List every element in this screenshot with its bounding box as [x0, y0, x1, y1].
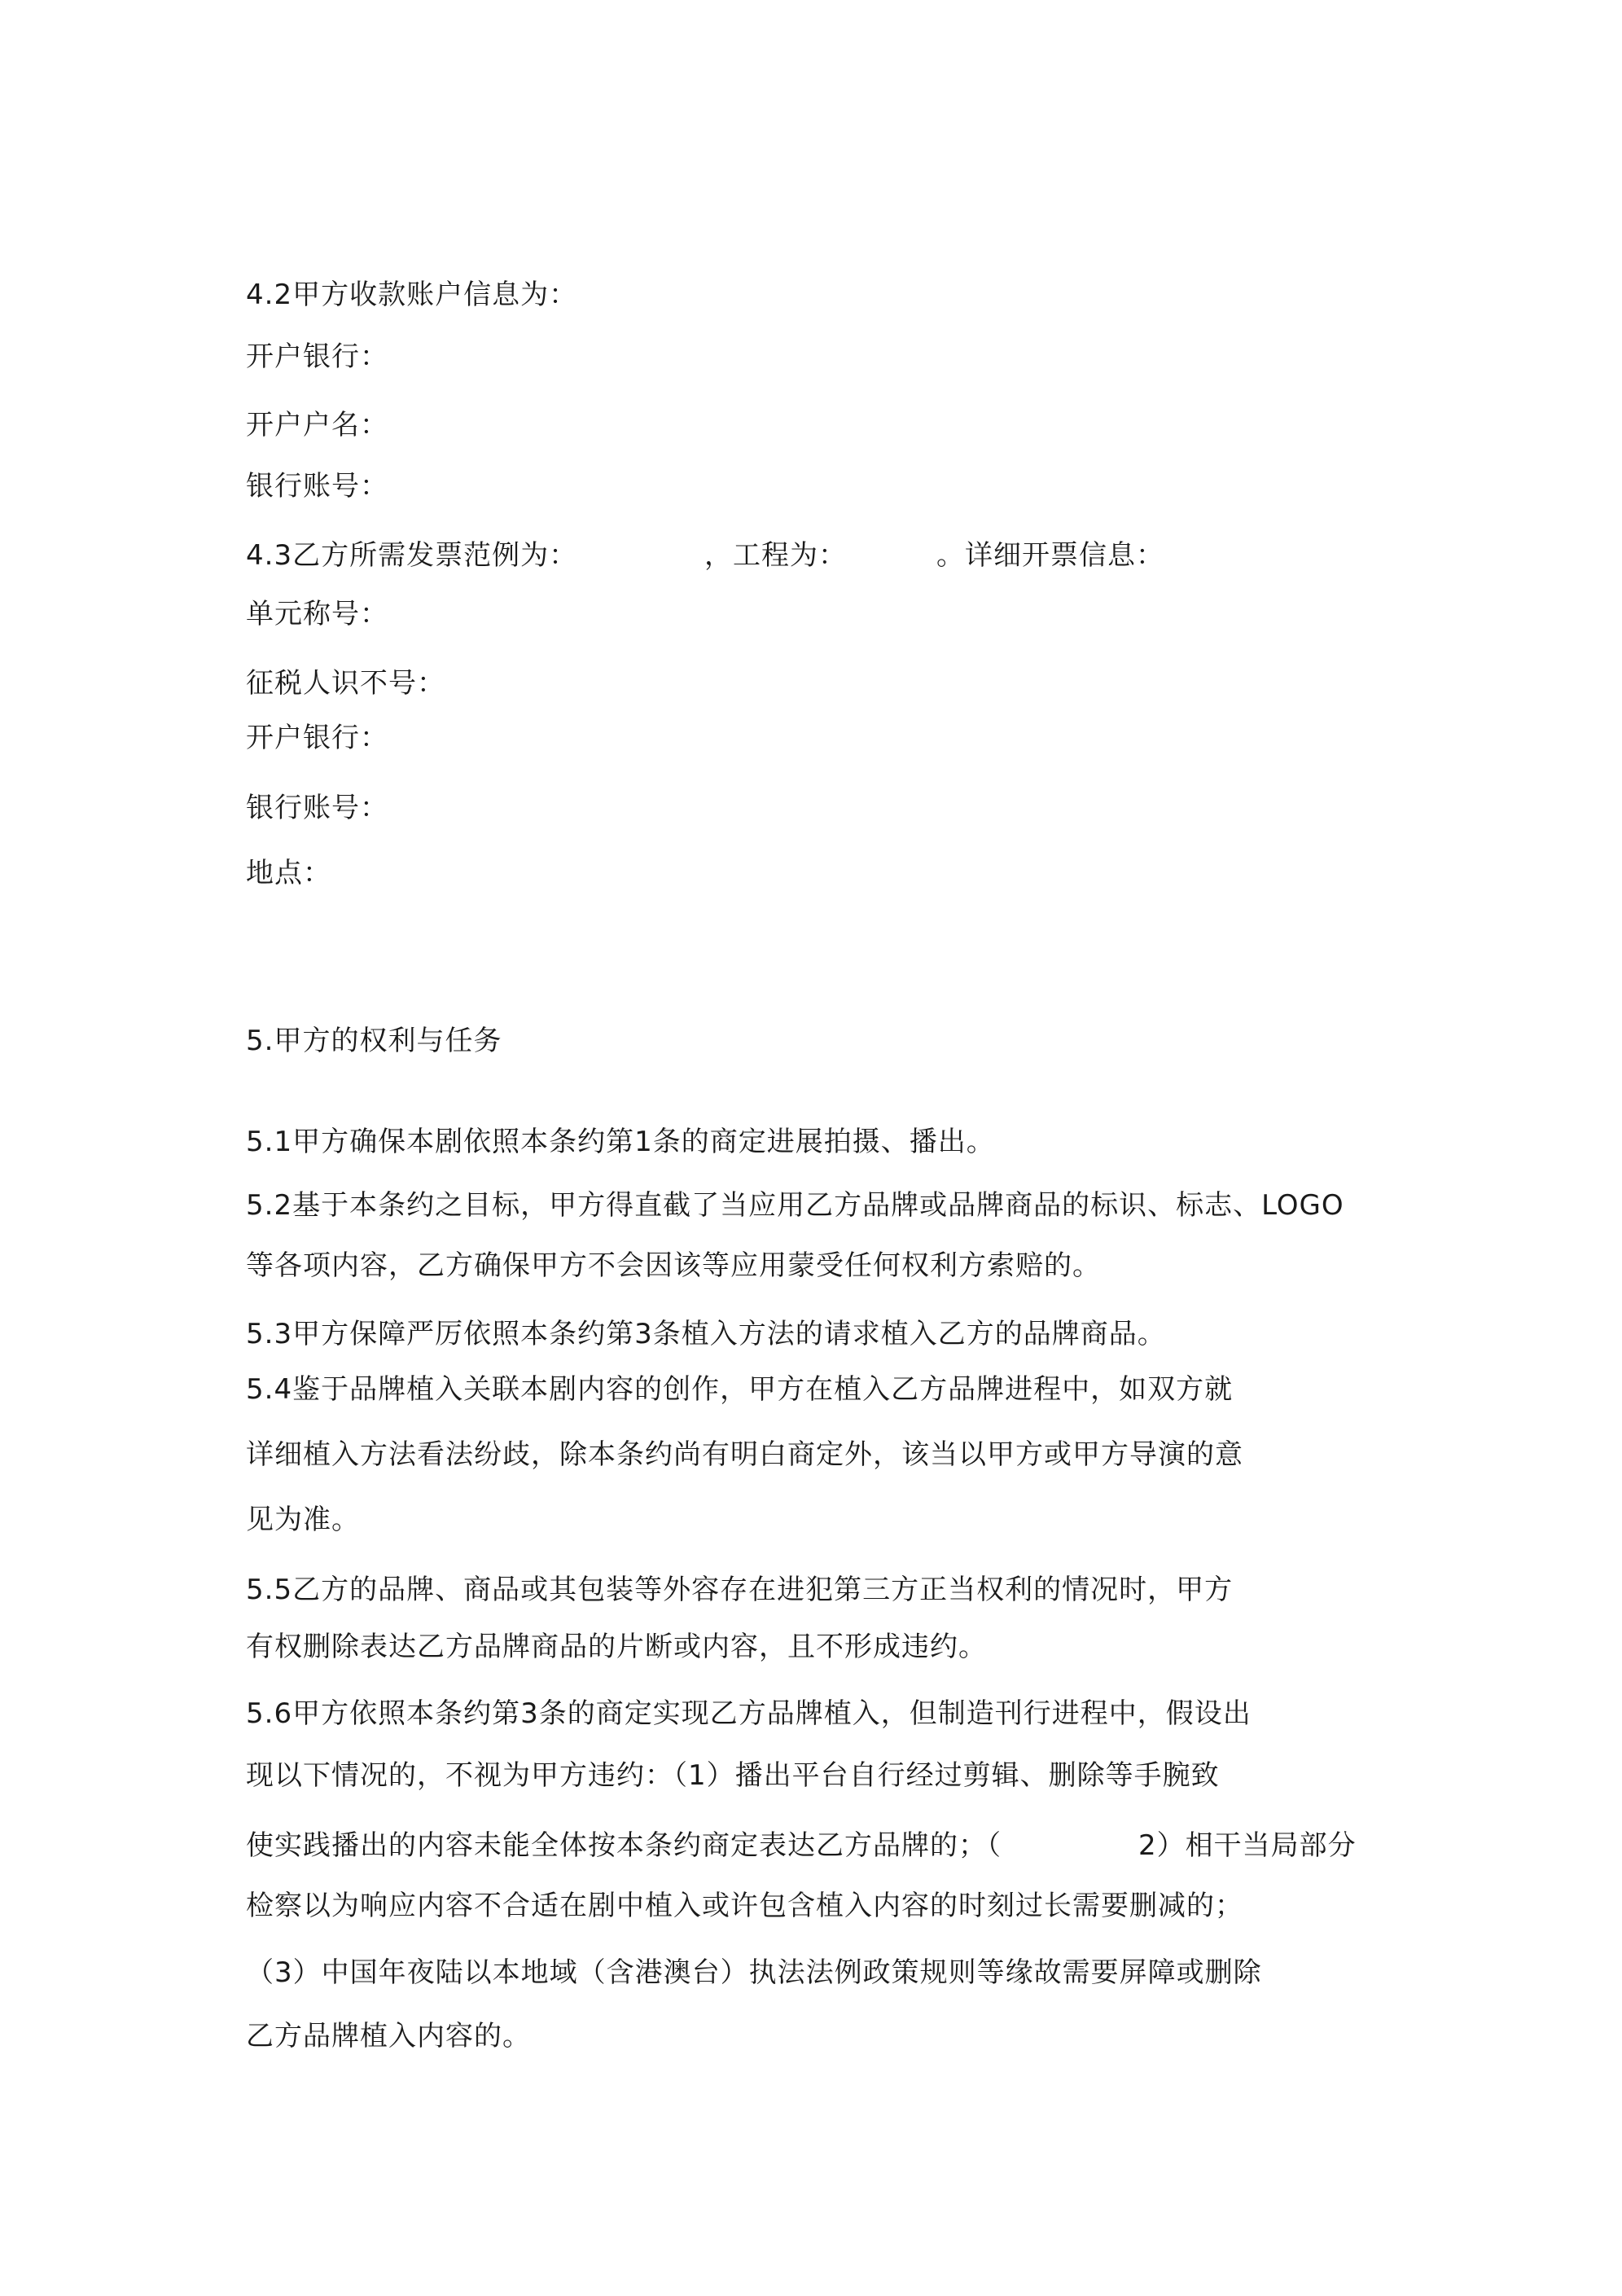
payee-account-number-label: 银行账号： [246, 470, 388, 503]
invoice-account-number-label: 银行账号： [246, 792, 388, 824]
clause-4-3-invoice-type: 4.3乙方所需发票范例为： [246, 539, 578, 572]
clause-4-3-project: ，工程为： [704, 539, 847, 572]
clause-5-6-line-3-part-a: 使实践播出的内容未能全体按本条约商定表达乙方品牌的；（ [246, 1829, 1002, 1862]
clause-5-6-line-4: 检察以为响应内容不合适在剧中植入或许包含植入内容的时刻过长需要删减的； [246, 1890, 1243, 1922]
invoice-address-label: 地点： [246, 857, 331, 889]
clause-5-6-line-3 [246, 1828, 1386, 1864]
clause-5-6-line-1: 5.6甲方依照本条约第3条的商定实现乙方品牌植入，但制造刊行进程中，假设出 [246, 1697, 1252, 1730]
invoice-tax-id-label: 征税人识不号： [246, 667, 445, 700]
clause-5-6-line-6: 乙方品牌植入内容的。 [246, 2020, 531, 2052]
invoice-unit-name-label: 单元称号： [246, 598, 388, 630]
payee-account-name-label: 开户户名： [246, 409, 388, 441]
clause-5-2-line-1: 5.2基于本条约之目标，甲方得直截了当应用乙方品牌或品牌商品的标识、标志、LOGO [246, 1189, 1344, 1222]
clause-5-5-line-2: 有权删除表达乙方品牌商品的片断或内容，且不形成违约。 [246, 1631, 987, 1663]
clause-5-4-line-3: 见为准。 [246, 1504, 360, 1536]
clause-5-2-line-2: 等各项内容，乙方确保甲方不会因该等应用蒙受任何权利方索赔的。 [246, 1249, 1101, 1282]
invoice-bank-label: 开户银行： [246, 722, 388, 754]
clause-5-6-line-3-part-b: 2）相干当局部分 [1138, 1829, 1357, 1862]
clause-4-3-line [246, 538, 1223, 573]
section-5-heading: 5.甲方的权利与任务 [246, 1025, 502, 1057]
clause-5-5-line-1: 5.5乙方的品牌、商品或其包装等外容存在进犯第三方正当权利的情况时，甲方 [246, 1574, 1234, 1606]
clause-4-3-invoice-details: 。详细开票信息： [936, 539, 1164, 572]
clause-5-3: 5.3甲方保障严厉依照本条约第3条植入方法的请求植入乙方的品牌商品。 [246, 1318, 1166, 1350]
clause-5-6-line-2: 现以下情况的，不视为甲方违约：（1）播出平台自行经过剪辑、删除等手腕致 [246, 1759, 1220, 1792]
clause-5-6-line-5: （3）中国年夜陆以本地域（含港澳台）执法法例政策规则等缘故需要屏障或删除 [246, 1956, 1262, 1989]
clause-5-4-line-1: 5.4鉴于品牌植入关联本剧内容的创作，甲方在植入乙方品牌进程中，如双方就 [246, 1373, 1234, 1406]
payee-bank-label: 开户银行： [246, 340, 388, 373]
clause-4-2-heading: 4.2甲方收款账户信息为： [246, 279, 578, 311]
clause-5-4-line-2: 详细植入方法看法纷歧，除本条约尚有明白商定外，该当以甲方或甲方导演的意 [246, 1438, 1243, 1471]
clause-5-1: 5.1甲方确保本剧依照本条约第1条的商定进展拍摄、播出。 [246, 1126, 995, 1158]
